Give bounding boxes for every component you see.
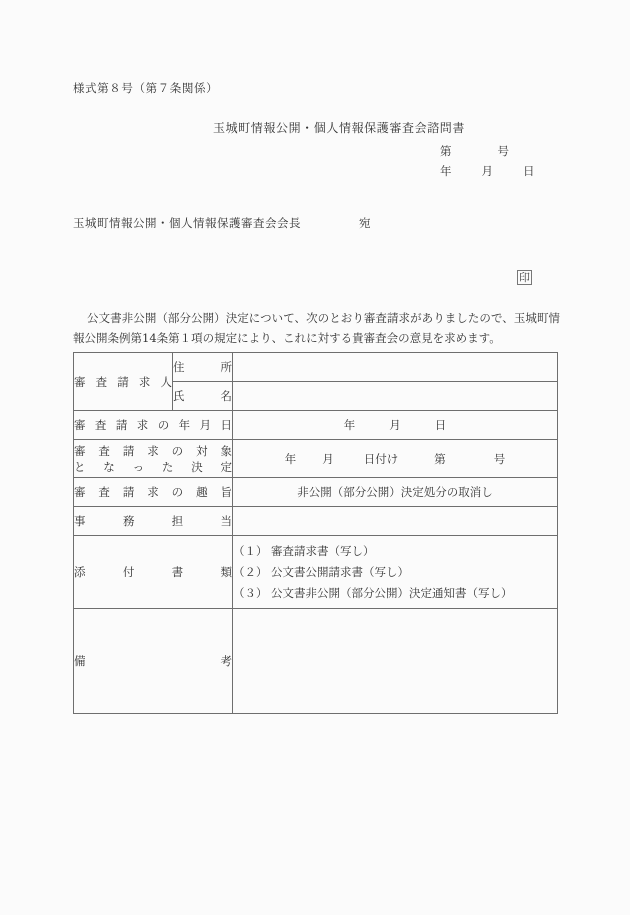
label-target-decision <box>74 440 233 478</box>
attachment-number: （１） <box>233 543 268 558</box>
form-number: 様式第８号（第７条関係） <box>73 81 219 95</box>
request-date-year: 年 <box>343 418 356 432</box>
value-staff[interactable] <box>233 507 558 536</box>
value-target-decision[interactable] <box>233 440 558 478</box>
value-applicant-address[interactable] <box>233 353 558 382</box>
label-purpose: 審査請求の趣旨 <box>74 478 233 507</box>
label-request-date: 審査請求の年月日 <box>74 411 233 440</box>
list-item <box>233 583 557 604</box>
label-applicant-address: 住所 <box>173 353 233 382</box>
body-paragraph-text: 公文書非公開（部分公開）決定について、次のとおり審査請求がありましたので、玉城町情報公開条例第14条第１項の規定により、これに対する貴審査会の意見を求めます。 <box>73 311 560 345</box>
seal-stamp-icon: 印 <box>519 271 530 284</box>
request-date-day: 日 <box>434 418 447 432</box>
attachment-text: 公文書非公開（部分公開）決定通知書（写し） <box>271 585 513 600</box>
value-remarks[interactable] <box>233 609 558 714</box>
table-row-applicant-address <box>74 353 558 382</box>
table-row-attachments <box>74 536 558 609</box>
target-decision-year: 年 <box>284 451 297 466</box>
table-row-target-decision <box>74 440 558 478</box>
document-number-prefix: 第 <box>440 144 452 158</box>
addressee <box>73 215 371 231</box>
addressee-name: 玉城町情報公開・個人情報保護審査会会長 <box>73 216 301 230</box>
document-number-suffix: 号 <box>497 144 509 158</box>
label-attachments: 添付書類 <box>74 536 233 609</box>
value-request-date[interactable] <box>233 411 558 440</box>
request-date-month: 月 <box>389 418 401 432</box>
attachment-text: 審査請求書（写し） <box>271 543 375 558</box>
value-applicant-name[interactable] <box>233 382 558 411</box>
table-row-remarks <box>74 609 558 714</box>
target-decision-number-prefix: 第 <box>434 451 446 466</box>
table-row-purpose <box>74 478 558 507</box>
inquiry-form-table <box>73 352 558 714</box>
target-decision-month: 月 <box>322 451 334 466</box>
body-paragraph <box>73 308 560 348</box>
document-date-line <box>440 161 535 181</box>
label-staff: 事務担当 <box>74 507 233 536</box>
table-row-staff <box>74 507 558 536</box>
value-purpose[interactable]: 非公開（部分公開）決定処分の取消し <box>233 478 558 507</box>
attachment-list <box>233 538 557 607</box>
document-date-month: 月 <box>481 164 493 178</box>
target-decision-number-suffix: 号 <box>493 451 506 466</box>
addressee-honorific: 宛 <box>359 216 371 230</box>
attachment-number: （２） <box>233 564 268 579</box>
document-number-line <box>440 141 535 161</box>
label-applicant-name: 氏名 <box>173 382 233 411</box>
label-target-decision-line2: となった決定 <box>74 459 232 474</box>
list-item <box>233 541 557 562</box>
attachment-text: 公文書公開請求書（写し） <box>271 564 409 579</box>
document-meta <box>440 141 535 181</box>
label-target-decision-line1: 審査請求の対象 <box>74 443 232 458</box>
target-decision-day-suffix: 日付け <box>363 451 399 466</box>
value-attachments <box>233 536 558 609</box>
attachment-number: （３） <box>233 585 268 600</box>
label-remarks: 備考 <box>74 609 233 714</box>
list-item <box>233 562 557 583</box>
table-row-request-date <box>74 411 558 440</box>
document-title: 玉城町情報公開・個人情報保護審査会諮問書 <box>212 121 465 135</box>
document-date-day: 日 <box>523 164 535 178</box>
label-applicant: 審査請求人 <box>74 353 173 411</box>
document-date-year: 年 <box>440 164 452 178</box>
